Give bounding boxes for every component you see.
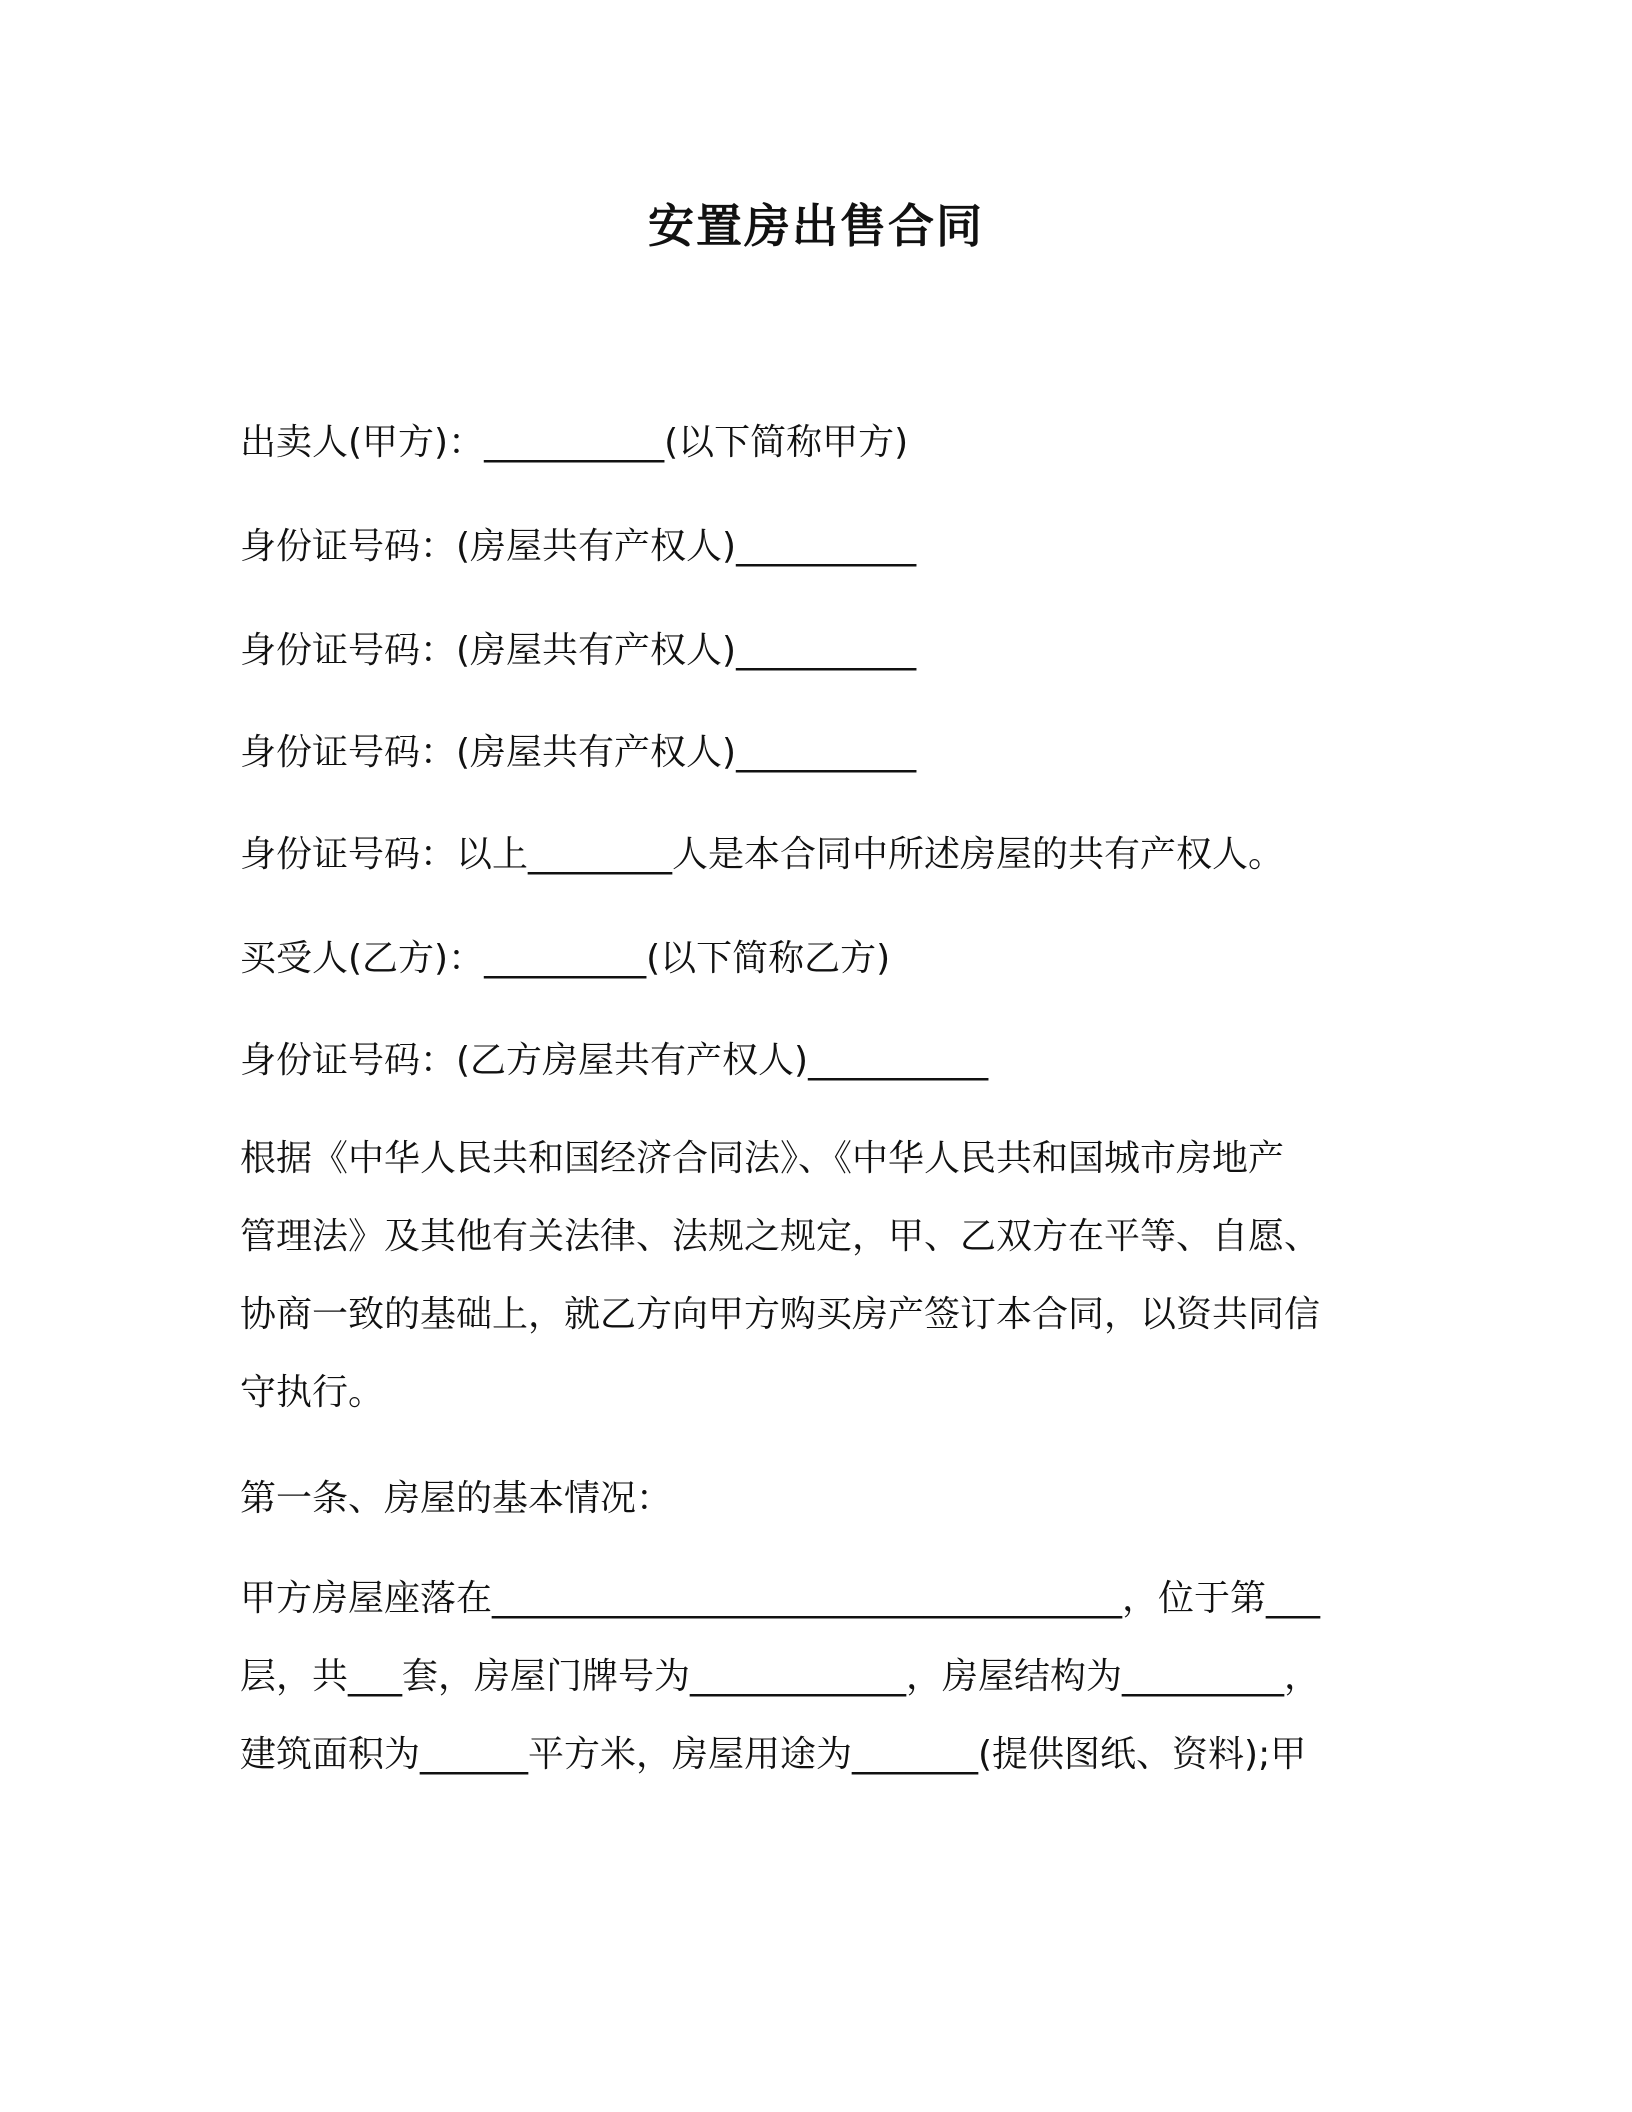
buyer-line: 买受人(乙方)：_________(以下简称乙方) (240, 938, 891, 979)
preamble-row: 协商一致的基础上，就乙方向甲方购买房产签订本合同，以资共同信 (240, 1294, 1321, 1335)
article1-body (240, 1560, 1370, 1794)
seller-id-line-2: 身份证号码：(房屋共有产权人)__________ (240, 630, 917, 671)
seller-id-line-3: 身份证号码：(房屋共有产权人)__________ (240, 732, 917, 773)
seller-line: 出卖人(甲方)：__________(以下简称甲方) (240, 422, 909, 463)
article1-row: 建筑面积为______平方米，房屋用途为_______(提供图纸、资料);甲 (240, 1734, 1307, 1775)
preamble-paragraph (240, 1120, 1370, 1432)
preamble-row: 守执行。 (240, 1372, 385, 1413)
document-title: 安置房出售合同 (648, 199, 984, 253)
buyer-id-line: 身份证号码：(乙方房屋共有产权人)__________ (240, 1040, 989, 1081)
preamble-row: 管理法》及其他有关法律、法规之规定，甲、乙双方在平等、自愿、 (240, 1216, 1321, 1257)
article1-heading: 第一条、房屋的基本情况： (240, 1478, 673, 1519)
preamble-row: 根据《中华人民共和国经济合同法》、《中华人民共和国城市房地产 (240, 1138, 1285, 1179)
co-owner-count-line: 身份证号码：以上________人是本合同中所述房屋的共有产权人。 (240, 834, 1285, 875)
seller-id-line-1: 身份证号码：(房屋共有产权人)__________ (240, 526, 917, 567)
article1-row: 甲方房屋座落在___________________________________，位于第___ (240, 1578, 1321, 1619)
article1-row: 层，共___套，房屋门牌号为____________，房屋结构为_________， (240, 1656, 1321, 1697)
